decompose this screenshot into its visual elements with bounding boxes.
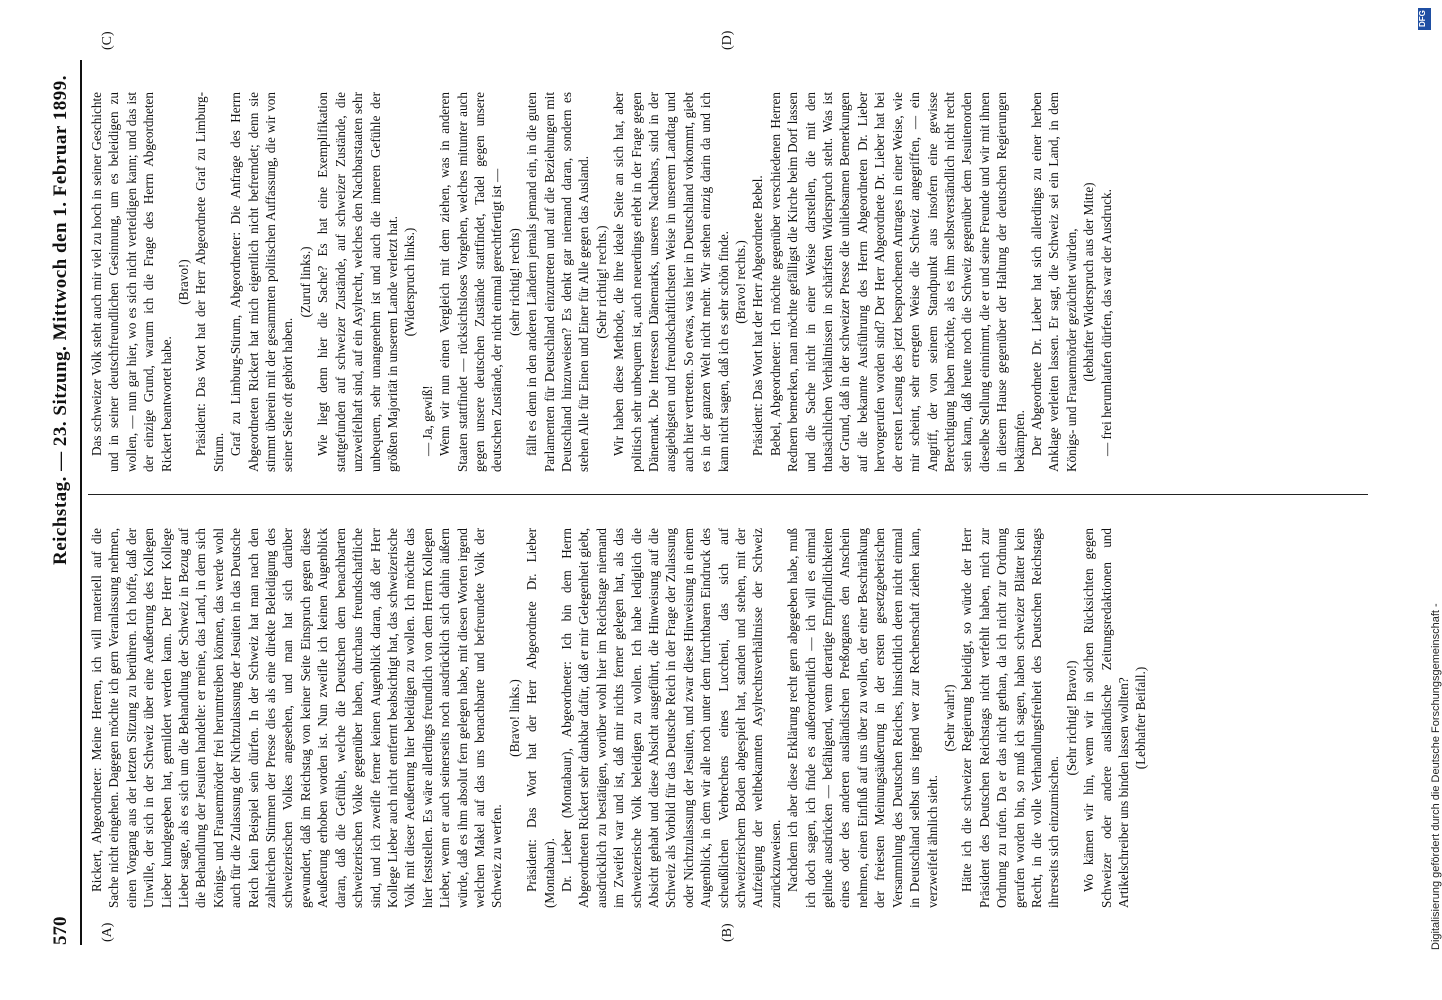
left-column <box>88 528 1150 908</box>
paragraph: — Ja, gewiß! <box>419 385 435 456</box>
margin-marker-c: (C) <box>100 31 115 50</box>
interjection: (Bravo! links.) <box>506 679 522 757</box>
interjection: (Bravo! rechts.) <box>733 240 749 324</box>
right-column <box>88 92 1115 472</box>
paragraph: Dr. Lieber (Montabaur), Abgeordneter: Ich bin dem Herrn Abgeordneten Rickert sehr dankbar dafür, daß er mir Gelegenheit giebt, ausdrücklich zu bestätigen, worüber wohl hier im Reichstage niemand im Zweifel war und ist, daß mir nichts ferner gelegen hat, als das schweizerische Volk beleidigen zu wollen. Ich habe lediglich die Absicht gehabt und diese Absicht ausgeführt, die Hinweisung auf die Schweiz als Vorbild für das Deutsche Reich in der Frage der Zulassung oder Nichtzulassung der Jesuiten, und zwar diese Hinweisung in einem Augenblick, in dem wir alle noch unter dem furchtbaren Eindruck des scheußlichen Verbrechens eines Luccheni, das sich auf schweizerischem Boden abgespielt hat, standen und stehen, mit der Aufzeigung der weltbekannten Asylrechtsverhältnisse der Schweiz zurückzuweisen. <box>558 528 783 908</box>
interjection: (Bravo!) <box>176 259 192 305</box>
interjection: (Sehr wahr!) <box>941 684 957 752</box>
paragraph: Das schweizer Volk steht auch mir viel zu hoch in seiner Geschichte und in seiner deutschfreundlichen Gesinnung, um es beleidigen zu wollen, — nun gar hier, wo es sich nicht verteidigen kann; und das ist der einzige Grund, warum ich die Frage des Herrn Abgeordneten Rickert beantwortet habe. <box>89 92 174 472</box>
paragraph: — frei herumlaufen dürfen, das war der Ausdruck. <box>1098 189 1114 456</box>
paragraph: Bebel, Abgeordneter: Ich möchte gegenüber verschiedenen Herren Rednern bemerken, man möchte gefälligst die Kirche beim Dorf lassen und die Sache nicht in einer Weise darstellen, die mit den thatsächlichen Verhältnissen in schärfsten Widerspruch steht. Was ist der Grund, daß in der schweizer Presse die unliebsamen Bemerkungen auf die bekannte Ausführung des Herrn Abgeordneten Dr. Lieber hervorgerufen worden sind? Der Herr Abgeordnete Dr. Lieber hat bei der ersten Lesung des jetzt besprochenen Antrages in einer Weise, wie mir scheint, sehr erregten Weise die Schweiz angegriffen, — ein Angriff, der von seinem Standpunkt aus insofern eine gewisse Berechtigung haben möchte, als es ihm selbstverständlich nicht recht sein kann, daß heute noch die Schweiz gegenüber dem Jesuitenorden dieselbe Stellung einnimmt, die er und seine Freunde und wir mit ihnen in diesem Hause gegenüber der Haltung der deutschen Regierungen bekämpfen. <box>767 92 1027 472</box>
interjection: (sehr richtig! rechts) <box>506 228 522 336</box>
paragraph: Präsident: Das Wort hat der Herr Abgeordnete Dr. Lieber (Montabaur). <box>524 528 557 908</box>
running-title: Reichstag. — 23. Sitzung. Mittwoch den 1. Februar 1899. <box>50 75 71 565</box>
page-header <box>50 60 78 945</box>
paragraph: Der Abgeordnete Dr. Lieber hat sich allerdings zu einer herben Anklage verleiten lassen. Er sagt, die Schweiz sei ein Land, in dem Königs- und Frauenmörder gezüchtet würden, <box>1028 92 1079 472</box>
column-divider <box>88 494 1368 495</box>
margin-marker-d: (D) <box>720 30 735 50</box>
paragraph: Graf zu Limburg-Stirum, Abgeordneter: Die Anfrage des Herrn Abgeordneten Rickert hat mich eigentlich nicht befremdet; denn sie stimmt überein mit der gesammten politischen Auffassung, die wir von seiner Seite oft gehört haben. <box>228 92 296 472</box>
paragraph: Wenn wir nun einen Vergleich mit dem ziehen, was in anderen Staaten stattfindet — rücksichtsloses Vorgehen, welches mitunter auch gegen unsere deutschen Zustände stattfindet, Tadel gegen unsere deutschen Zustände, der nicht einmal gerechtfertigt ist — <box>437 92 505 472</box>
paragraph: Präsident: Das Wort hat der Herr Abgeordnete Bebel. <box>750 175 766 456</box>
interjection: (Lebhafter Beifall.) <box>1133 666 1149 770</box>
paragraph: Nachdem ich aber diese Erklärung recht gern abgegeben habe, muß ich doch sagen, ich finde es außerordentlich — ich will es einmal gelinde ausdrücken — befähigend, wenn derartige Empfindlichkeiten eines oder des anderen ausländischen Preßorganes den Anschein nehmen, einen Einfluß auf uns über zu wollen, der einer Beschränkung der freiesten Meinungsäußerung in der ersten gesetzgeberischen Versammlung des Deutschen Reiches, hinsichtlich deren nicht einmal in Deutschland selbst uns irgend wer zur Rechenschaft ziehen kann, verzweifelt ähnlich sieht. <box>785 528 940 908</box>
page-number: 570 <box>50 916 71 945</box>
margin-marker-b: (B) <box>720 923 735 942</box>
header-rule <box>80 60 82 945</box>
interjection: (Zuruf links.) <box>297 246 313 318</box>
paragraph: Wo kämen wir hin, wenn wir in solchen Rücksichten gegen Schweizer oder andere ausländische Zeitungsredaktionen und Artikelschreiber uns binden lassen wollten? <box>1081 528 1131 908</box>
paragraph: Wir haben diese Methode, die ihre ideale Seite an sich hat, aber politisch sehr unbequem ist, auch neuerdings erlebt in der Frage gegen Dänemark. Die Interessen Dänemarks, unseres Nachbars, sind in der ausgiebigsten und freundschaftlichsten Weise in unserem Landtag und auch hier vertreten. So etwas, was hier in Deutschland vorkommt, giebt es in der ganzen Welt nicht mehr. Wir stehen einzig darin da und ich kann nicht sagen, daß ich es sehr schön finde. <box>611 92 731 472</box>
margin-marker-a: (A) <box>100 922 115 942</box>
interjection: (Widerspruch links.) <box>402 227 418 337</box>
credit-text: Digitalisierung gefördert durch die Deutsche Forschungsgemeinschaft - <box>1430 603 1442 950</box>
paragraph: Präsident: Das Wort hat der Herr Abgeordnete Graf zu Limburg-Stirum. <box>193 92 226 472</box>
paragraph: Rickert, Abgeordneter: Meine Herren, ich will materiell auf die Sache nicht eingehen. Dagegen möchte ich gern Veranlassung nehmen, einen Vorgang aus der letzten Sitzung zu berühren. Ich hoffe, daß der Unwille, der sich in der Schweiz über eine Aeußerung des Kollegen Lieber kundgegeben hat, gemildert werden kann. Der Herr Kollege Lieber sagte, als es sich um die Behandlung der Schweiz in Bezug auf die Behandlung der Jesuiten handelte: er meine, das Land, in dem sich Königs- und Frauenmörder frei herumtreiben können, das werde wohl auch für die Zulassung der Nichtzulassung der Jesuiten in das Deutsche Reich kein Beispiel sein dürfen. In der Schweiz hat man nach den zahlreichen Stimmen der Presse dies als eine direkte Beleidigung des schweizerischen Volkes angesehen, und man hat sich darüber gewundert, daß im Reichstag von keiner Seite Einspruch gegen diese Aeußerung erhoben worden ist. Nun zweifle ich keinen Augenblick daran, daß die Gefühle, welche die Deutschen dem benachbarten schweizerischen Volke gegenüber haben, durchaus freundschaftliche sind, und ich zweifle ferner keinen Augenblick daran, daß der Herr Kollege Lieber auch nicht entfernt beabsichtigt hat, das schweizerische Volk mit dieser Aeußerung hier beleidigen zu wollen. Ich möchte das hier feststellen. Es wäre allerdings freundlich von dem Herrn Kollegen Lieber, wenn er auch seinerseits noch ausdrücklich sich dahin äußern würde, daß es ihm absolut fern gelegen habe, mit diesen Worten irgend welchen Makel auf das uns benachbarte und befreundete Volk der Schweiz zu werfen. <box>89 528 505 908</box>
paragraph: Hätte ich die schweizer Regierung beleidigt, so würde der Herr Präsident des Deutschen Reichstags nicht verfehlt haben, mich zur Ordnung zu rufen. Da er das nicht gethan, da ich nicht zur Ordnung gerufen worden bin, so muß ich sagen, haben schweizer Blätter kein Recht, in die volle Verhandlungsfreiheit des Deutschen Reichstags ihrerseits sich einzumischen. <box>959 528 1062 908</box>
digitization-credit <box>1414 0 1442 1000</box>
paragraph: fällt es denn in den anderen Ländern jemals jemand ein, in die guten Parlamenten für Deutschland einzutreten und auf die Beziehungen mit Deutschland hinzuweisen? Es denkt gar niemand daran, sondern es stehen Alle für Einen und Einer für Alle gegen das Ausland. <box>524 92 592 472</box>
paragraph: Wie liegt denn hier die Sache? Es hat eine Exemplifikation stattgefunden auf schweizer Zustände, auf schweizer Zustände, die unzweifelhaft sind, auf ein Asylrecht, welches den Nachbarstaaten sehr unbequem, sehr unangenehm ist und auch die inneren Gefühle der größten Majorität in unserem Lande verletzt hat. <box>315 92 400 472</box>
dfg-badge: DFG <box>1418 8 1431 30</box>
interjection: (lebhafter Widerspruch aus der Mitte) <box>1081 182 1097 382</box>
interjection: (Sehr richtig! Bravo!) <box>1063 660 1079 776</box>
interjection: (Sehr richtig! rechts.) <box>593 225 609 339</box>
